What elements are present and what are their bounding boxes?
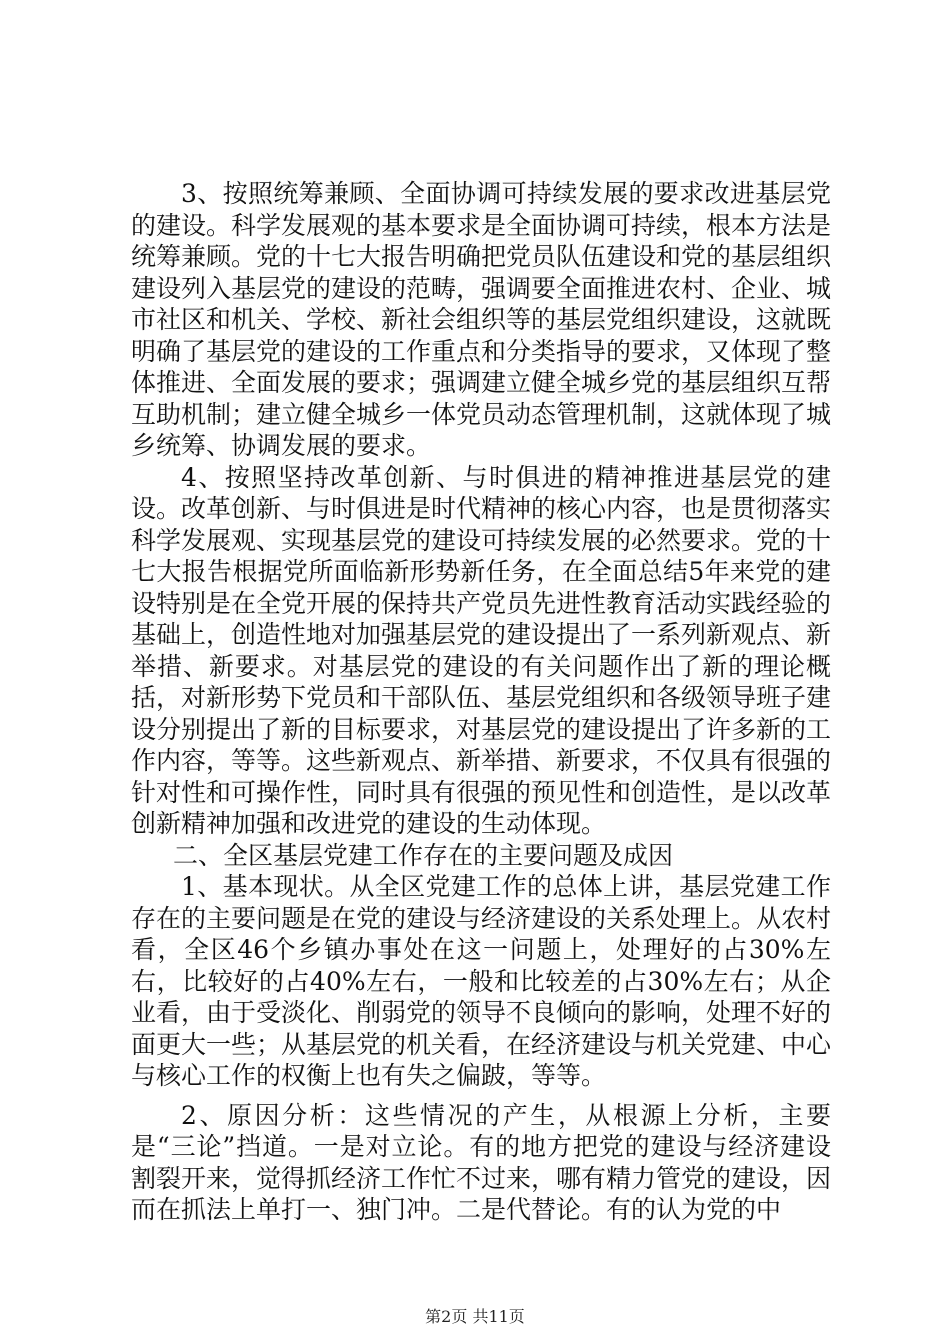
section-heading-problems: 二、全区基层党建工作存在的主要问题及成因 (173, 840, 674, 870)
document-body (131, 178, 831, 1226)
paragraph-reform-innovation: 4、按照坚持改革创新、与时俱进的精神推进基层党的建设。改革创新、与时俱进是时代精神的核心内容，也是贯彻落实科学发展观、实现基层党的建设可持续发展的必然要求。党的十七大报告根据党所面临新形势新任务，在全面总结5年来党的建设特别是在全党开展的保持共产党员先进性教育活动实践经验的基础上，创造性地对加强基层党的建设提出了一系列新观点、新举措、新要求。对基层党的建设的有关问题作出了新的理论概括，对新形势下党员和干部队伍、基层党组织和各级领导班子建设分别提出了新的目标要求，对基层党的建设提出了许多新的工作内容，等等。这些新观点、新举措、新要求，不仅具有很强的针对性和可操作性，同时具有很强的预见性和创造性，是以改革创新精神加强和改进党的建设的生动体现。 (131, 462, 832, 838)
page-number-footer: 第2页 共11页 (425, 1307, 525, 1326)
paragraph-coordination: 3、按照统筹兼顾、全面协调可持续发展的要求改进基层党的建设。科学发展观的基本要求是全面协调可持续，根本方法是统筹兼顾。党的十七大报告明确把党员队伍建设和党的基层组织建设列入基层党的建设的范畴，强调要全面推进农村、企业、城市社区和机关、学校、新社会组织等的基层党组织建设，这就既明确了基层党的建设的工作重点和分类指导的要求，又体现了整体推进、全面发展的要求；强调建立健全城乡党的基层组织互帮互助机制；建立健全城乡一体党员动态管理机制，这就体现了城乡统筹、协调发展的要求。 (131, 179, 832, 460)
paragraph-current-status: 1、基本现状。从全区党建工作的总体上讲，基层党建工作存在的主要问题是在党的建设与经济建设的关系处理上。从农村看，全区46个乡镇办事处在这一问题上，处理好的占30%左右，比较好的占40%左右，一般和比较差的占30%左右；从企业看，由于受淡化、削弱党的领导不良倾向的影响，处理不好的面更大一些；从基层党的机关看，在经济建设与机关党建、中心与核心工作的权衡上也有失之偏跛，等等。 (131, 872, 832, 1090)
paragraph-cause-analysis: 2、原因分析：这些情况的产生，从根源上分析，主要是“三论”挡道。一是对立论。有的地方把党的建设与经济建设割裂开来，觉得抓经济工作忙不过来，哪有精力管党的建设，因而在抓法上单打一、独门冲。二是代替论。有的认为党的中 (131, 1100, 832, 1224)
